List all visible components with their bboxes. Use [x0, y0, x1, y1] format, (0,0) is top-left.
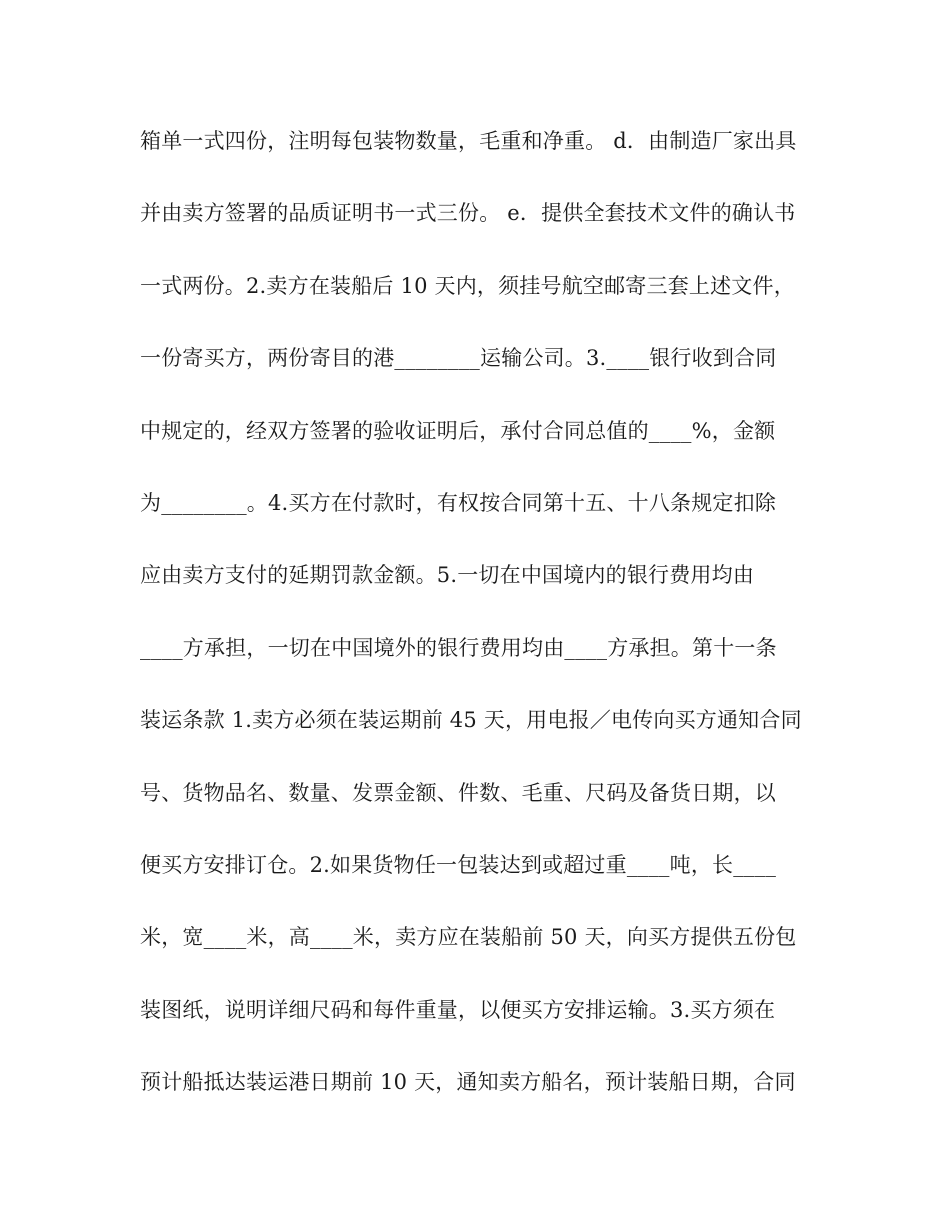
- text-line-3: 一式两份。2.卖方在装船后 10 天内，须挂号航空邮寄三套上述文件，: [140, 273, 795, 298]
- text-line-5: 中规定的，经双方签署的验收证明后，承付合同总值的____%，金额: [140, 418, 776, 443]
- text-line-9: 装运条款 1.卖方必须在装运期前 45 天，用电报／电传向买方通知合同: [140, 708, 802, 733]
- text-line-2: 并由卖方签署的品质证明书一式三份。 e．提供全套技术文件的确认书: [140, 201, 796, 226]
- text-line-14: 预计船抵达装运港日期前 10 天，通知卖方船名，预计装船日期，合同: [140, 1070, 796, 1095]
- text-line-6: 为________。4.买方在付款时，有权按合同第十五、十八条规定扣除: [140, 490, 777, 515]
- text-line-13: 装图纸，说明详细尺码和每件重量，以便买方安排运输。3.买方须在: [140, 997, 776, 1022]
- text-line-10: 号、货物品名、数量、发票金额、件数、毛重、尺码及备货日期，以: [140, 780, 776, 805]
- text-line-7: 应由卖方支付的延期罚款金额。5.一切在中国境内的银行费用均由: [140, 563, 755, 588]
- text-line-12: 米，宽____米，高____米，卖方应在装船前 50 天，向买方提供五份包: [140, 925, 797, 950]
- text-line-11: 便买方安排订仓。2.如果货物任一包装达到或超过重____吨，长____: [140, 852, 777, 877]
- text-line-1: 箱单一式四份，注明每包装物数量，毛重和净重。 d．由制造厂家出具: [140, 129, 797, 153]
- contract-text-block: [140, 119, 810, 1132]
- text-line-8: ____方承担，一切在中国境外的银行费用均由____方承担。第十一条: [140, 635, 777, 660]
- text-line-4: 一份寄买方，两份寄目的港________运输公司。3.____银行收到合同: [140, 346, 777, 371]
